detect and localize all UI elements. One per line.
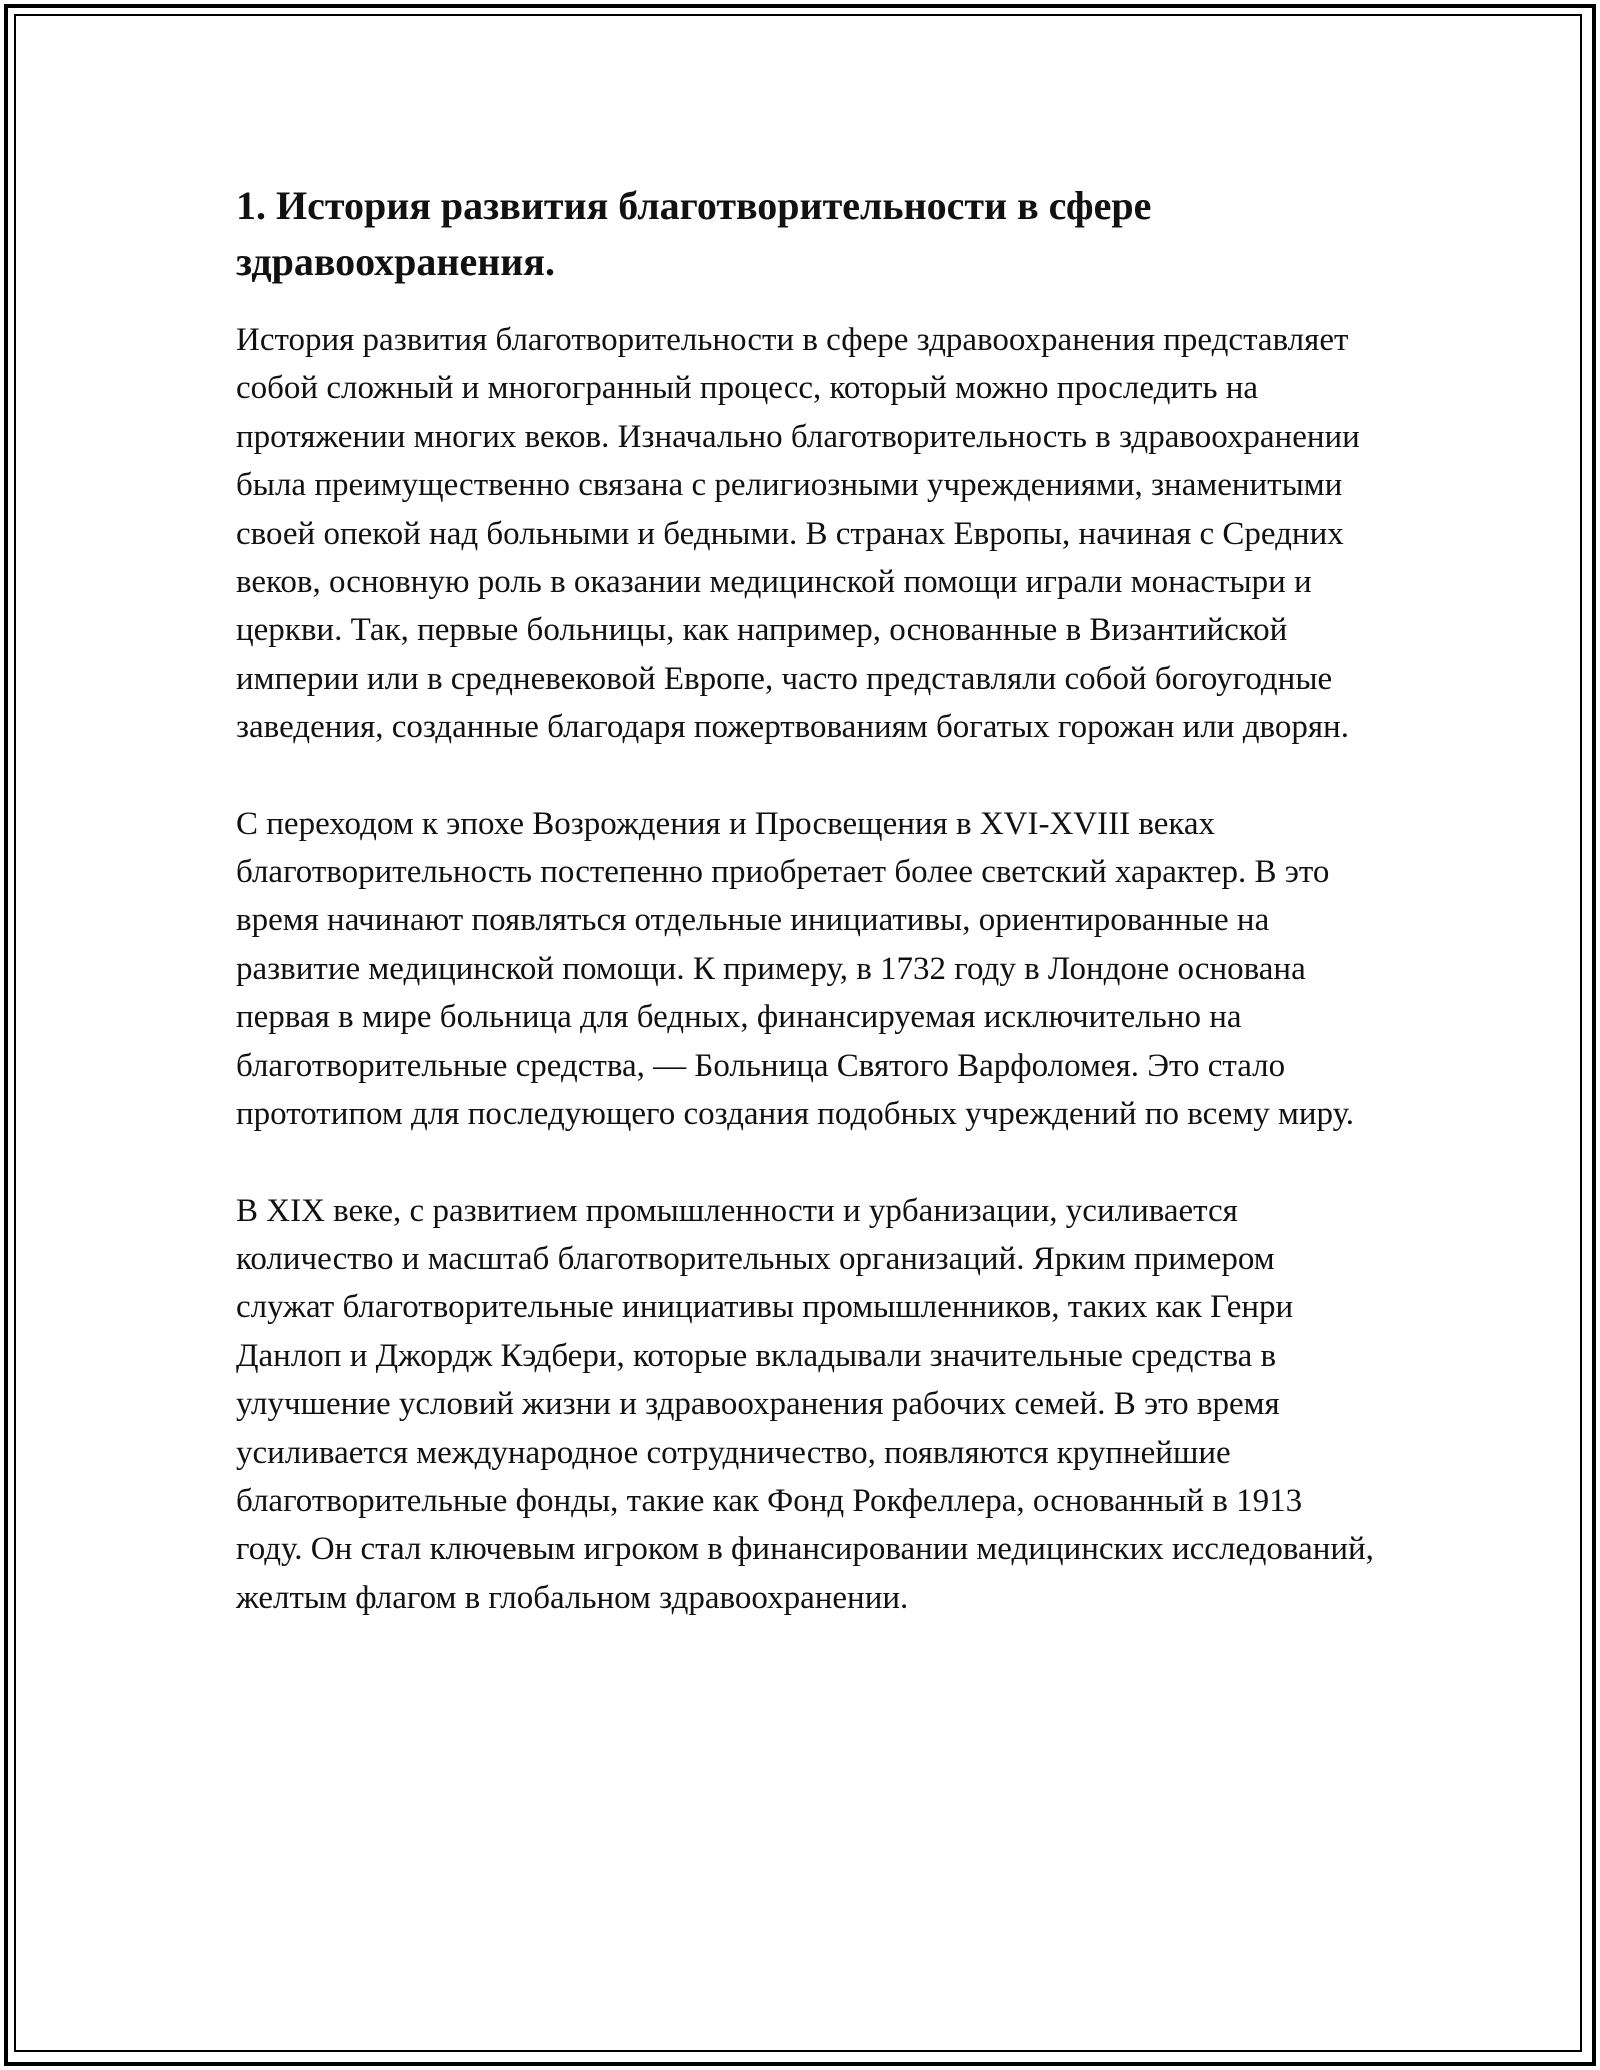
document-body (236, 178, 1376, 1622)
paragraph-2: С переходом к эпохе Возрождения и Просвещения в XVI-XVIII веках благотворительность постепенно приобретает более светский характер. В это время начинают появляться отдельные инициативы, ориентированные на развитие медицинской помощи. К примеру, в 1732 году в Лондоне основана первая в мире больница для бедных, финансируемая исключительно на благотворительные средства, — Больница Святого Варфоломея. Это стало прототипом для последующего создания подобных учреждений по всему миру. (236, 805, 1355, 1133)
section-heading: 1. История развития благотворительности в сфере здравоохранения. (236, 183, 1152, 284)
paragraph-1: История развития благотворительности в сфере здравоохранения представляет собой сложный и многогранный процесс, который можно проследить на протяжении многих веков. Изначально благотворительность в здравоохранении была преимущественно связана с религиозными учреждениями, знаменитыми своей опекой над больными и бедными. В странах Европы, начиная с Средних веков, основную роль в оказании медицинской помощи играли монастыри и церкви. Так, первые больницы, как например, основанные в Византийской империи или в средневековой Европе, часто представляли собой богоугодные заведения, созданные благодаря пожертвованиям богатых горожан или дворян. (236, 322, 1360, 746)
paragraph-3: В XIX веке, с развитием промышленности и урбанизации, усиливается количество и масштаб благотворительных организаций. Ярким примером служат благотворительные инициативы промышленников, таких как Генри Данлоп и Джордж Кэдбери, которые вкладывали значительные средства в улучшение условий жизни и здравоохранения рабочих семей. В это время усиливается международное сотрудничество, появляются крупнейшие благотворительные фонды, такие как Фонд Рокфеллера, основанный в 1913 году. Он стал ключевым игроком в финансировании медицинских исследований, желтым флагом в глобальном здравоохранении. (236, 1192, 1374, 1616)
